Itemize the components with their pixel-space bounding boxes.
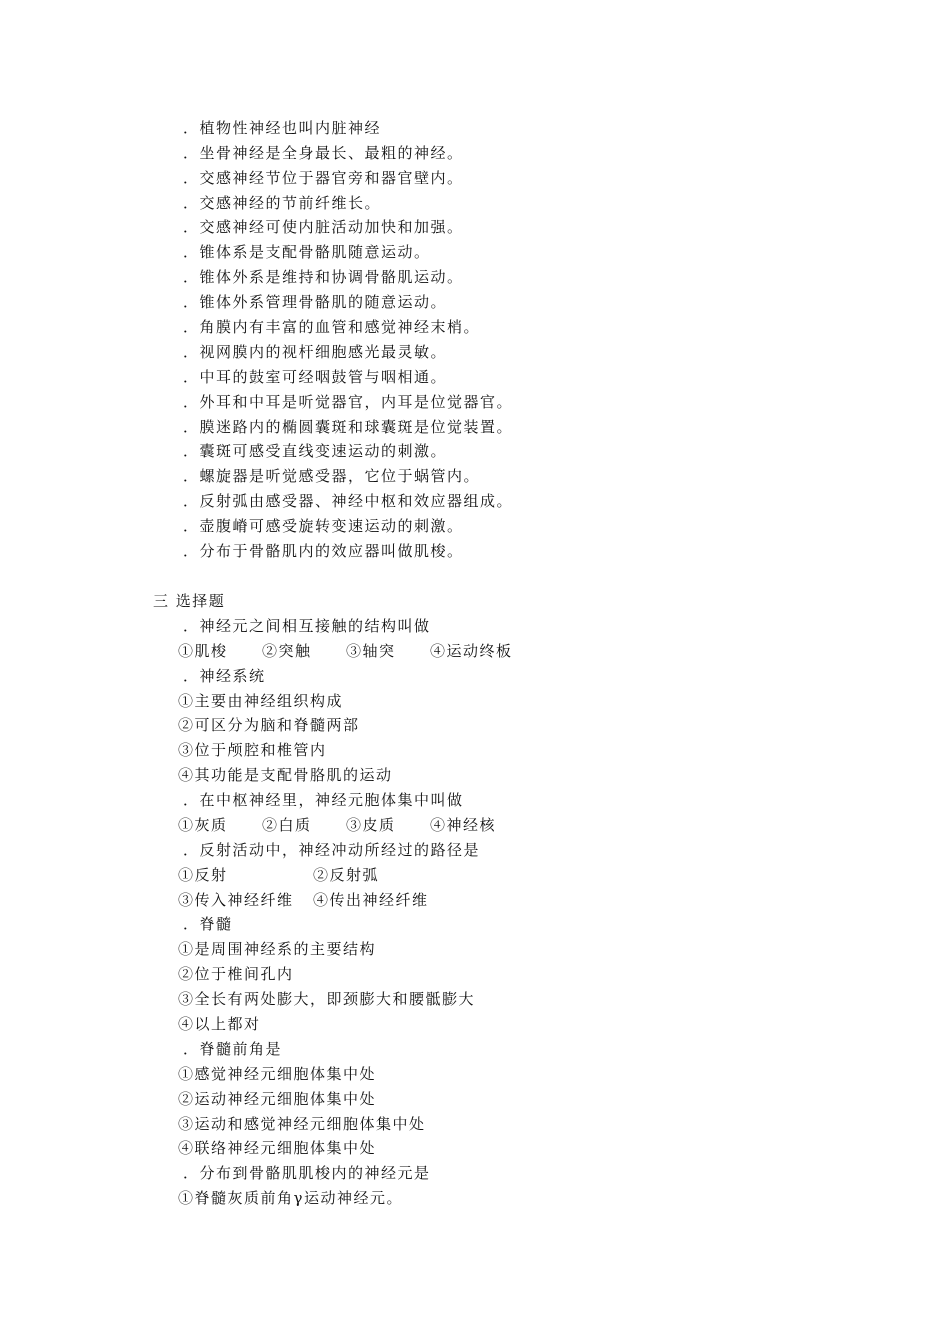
option: ①感觉神经元细胞体集中处 [178,1065,377,1083]
judge-item: ．坐骨神经是全身最长、最粗的神经。 [183,144,464,162]
question-stem: ．脊髓 [183,915,233,933]
judge-item: ．植物性神经也叫内脏神经 [183,119,382,137]
option: ①主要由神经组织构成 [178,692,344,710]
option: ②可区分为脑和脊髓两部 [178,716,360,734]
judge-item: ．中耳的鼓室可经咽鼓管与咽相通。 [183,368,448,386]
option: ①脊髓灰质前角γ运动神经元。 [178,1189,403,1207]
judge-item: ．视网膜内的视杆细胞感光最灵敏。 [183,343,448,361]
option: ④传出神经纤维 [313,891,429,909]
option: ④联络神经元细胞体集中处 [178,1139,377,1157]
option: ③传入神经纤维 [178,891,294,909]
judge-item: ．膜迷路内的椭圆囊斑和球囊斑是位觉装置。 [183,418,514,436]
option: ④以上都对 [178,1015,261,1033]
option: ③运动和感觉神经元细胞体集中处 [178,1115,426,1133]
question-stem: ．反射活动中，神经冲动所经过的路径是 [183,841,481,859]
option: ①反射 [178,866,228,884]
option-row [178,863,778,887]
option-row [178,888,778,912]
judge-item: ．外耳和中耳是听觉器官，内耳是位觉器官。 [183,393,514,411]
question-stem: ．分布到骨骼肌肌梭内的神经元是 [183,1164,431,1182]
judge-item: ．锥体系是支配骨骼肌随意运动。 [183,243,431,261]
option: ④运动终板 [430,642,513,660]
judge-item: ．分布于骨骼肌内的效应器叫做肌梭。 [183,542,464,560]
question-stem: ．在中枢神经里，神经元胞体集中叫做 [183,791,464,809]
judge-item: ．交感神经节位于器官旁和器官壁内。 [183,169,464,187]
option: ②白质 [262,816,312,834]
question-stem: ．神经系统 [183,667,266,685]
option: ③皮质 [346,816,396,834]
option: ②突触 [262,642,312,660]
option: ①肌梭 [178,642,228,660]
option: ④其功能是支配骨胳肌的运动 [178,766,393,784]
option: ④神经核 [430,816,497,834]
option: ①是周围神经系的主要结构 [178,940,377,958]
judge-item: ．反射弧由感受器、神经中枢和效应器组成。 [183,492,514,510]
judge-item: ．锥体外系管理骨骼肌的随意运动。 [183,293,448,311]
judge-item: ．壶腹嵴可感受旋转变速运动的刺激。 [183,517,464,535]
judge-item: ．交感神经可使内脏活动加快和加强。 [183,218,464,236]
question-stem: ．神经元之间相互接触的结构叫做 [183,617,431,635]
option: ③位于颅腔和椎管内 [178,741,327,759]
option: ③轴突 [346,642,396,660]
judge-item: ．角膜内有丰富的血管和感觉神经末梢。 [183,318,481,336]
question-stem: ．脊髓前角是 [183,1040,283,1058]
judge-item: ．囊斑可感受直线变速运动的刺激。 [183,442,448,460]
section-heading: 三 选择题 [153,592,226,610]
judge-item: ．交感神经的节前纤维长。 [183,194,382,212]
judge-item: ．螺旋器是听觉感受器，它位于蜗管内。 [183,467,481,485]
option: ①灰质 [178,816,228,834]
option: ②运动神经元细胞体集中处 [178,1090,377,1108]
judge-item: ．锥体外系是维持和协调骨骼肌运动。 [183,268,464,286]
option-row [178,639,778,663]
option-row [178,813,778,837]
option: ③全长有两处膨大，即颈膨大和腰骶膨大 [178,990,476,1008]
option: ②位于椎间孔内 [178,965,294,983]
option: ②反射弧 [313,866,380,884]
